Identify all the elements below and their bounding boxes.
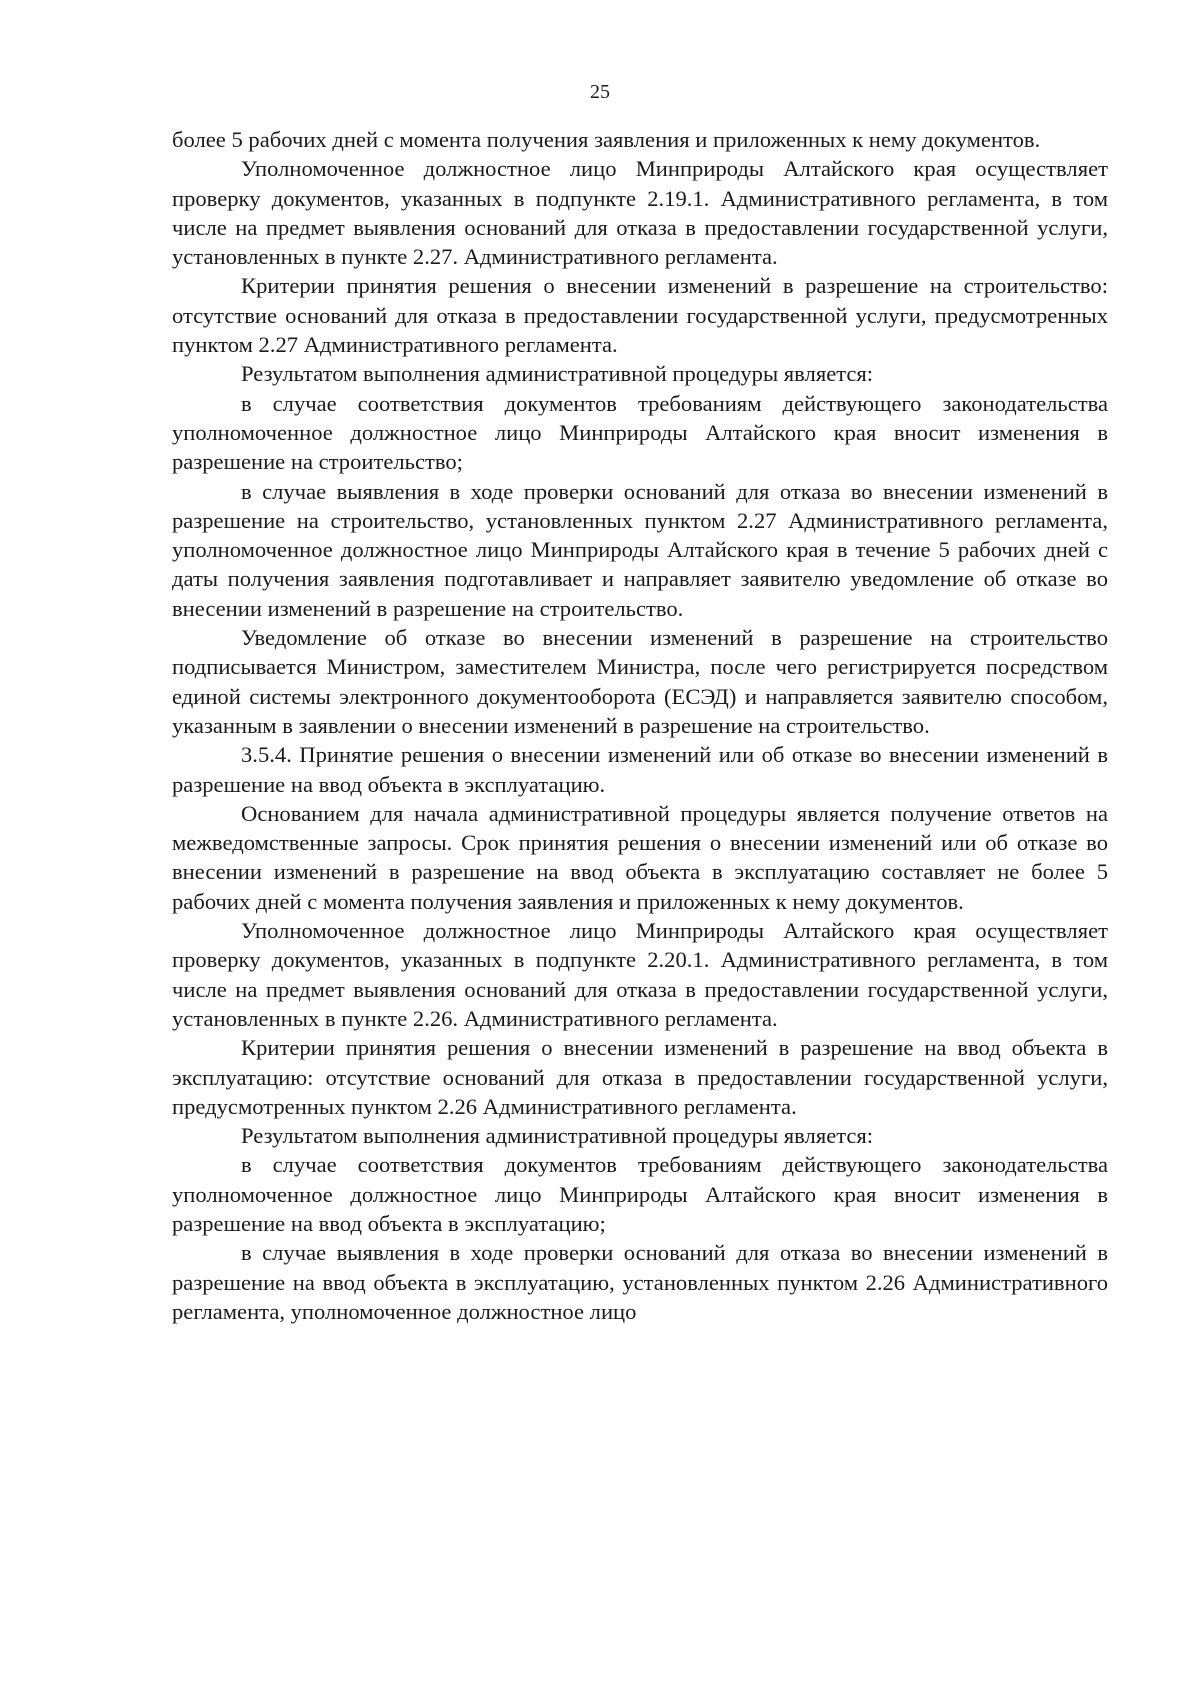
document-body — [172, 125, 1108, 1326]
paragraph: Основанием для начала административной процедуры является получение ответов на межведомственные запросы. Срок принятия решения о внесении изменений или об отказе во внесении изменений в разрешение на ввод объекта в эксплуатацию составляет не более 5 рабочих дней с момента получения заявления и приложенных к нему документов. — [172, 800, 1108, 914]
paragraph: Уполномоченное должностное лицо Минприроды Алтайского края осуществляет проверку документов, указанных в подпункте 2.20.1. Административного регламента, в том числе на предмет выявления оснований для отказа в предоставлении государственной услуги, установленных в пункте 2.26. Административного регламента. — [172, 918, 1108, 1031]
paragraph: Критерии принятия решения о внесении изменений в разрешение на ввод объекта в эксплуатацию: отсутствие оснований для отказа в предоставлении государственной услуги, предусмотренных пунктом 2.26 Административного регламента. — [172, 1035, 1108, 1119]
paragraph: в случае выявления в ходе проверки оснований для отказа во внесении изменений в разрешение на строительство, установленных пунктом 2.27 Административного регламента, уполномоченное должностное лицо Минприроды Алтайского края в течение 5 рабочих дней с даты получения заявления подготавливает и направляет заявителю уведомление об отказе во внесении изменений в разрешение на строительство. — [172, 478, 1108, 621]
paragraph: 3.5.4. Принятие решения о внесении изменений или об отказе во внесении изменений в разрешение на ввод объекта в эксплуатацию. — [172, 742, 1108, 797]
paragraph: более 5 рабочих дней с момента получения заявления и приложенных к нему документов. — [172, 127, 1041, 152]
paragraph: в случае соответствия документов требованиям действующего законодательства уполномоченное должностное лицо Минприроды Алтайского края вносит изменения в разрешение на строительство; — [172, 390, 1108, 475]
page-number: 25 — [590, 81, 610, 103]
paragraph: в случае выявления в ходе проверки оснований для отказа во внесении изменений в разрешение на ввод объекта в эксплуатацию, установленных пунктом 2.26 Административного регламента, уполномоченное должностное лицо — [172, 1240, 1108, 1324]
paragraph: в случае соответствия документов требованиям действующего законодательства уполномоченное должностное лицо Минприроды Алтайского края вносит изменения в разрешение на ввод объекта в эксплуатацию; — [172, 1152, 1108, 1236]
paragraph: Критерии принятия решения о внесении изменений в разрешение на строительство: отсутствие оснований для отказа в предоставлении государственной услуги, предусмотренных пунктом 2.27 Административного регламента. — [172, 273, 1108, 358]
paragraph: Уведомление об отказе во внесении изменений в разрешение на строительство подписывается Министром, заместителем Министра, после чего регистрируется посредством единой системы электронного документооборота (ЕСЭД) и направляется заявителю способом, указанным в заявлении о внесении изменений в разрешение на строительство. — [172, 625, 1108, 738]
paragraph: Результатом выполнения административной процедуры является: — [241, 1123, 874, 1149]
paragraph: Результатом выполнения административной процедуры является: — [241, 361, 874, 387]
paragraph: Уполномоченное должностное лицо Минприроды Алтайского края осуществляет проверку документов, указанных в подпункте 2.19.1. Административного регламента, в том числе на предмет выявления оснований для отказа в предоставлении государственной услуги, установленных в пункте 2.27. Административного регламента. — [172, 156, 1108, 270]
